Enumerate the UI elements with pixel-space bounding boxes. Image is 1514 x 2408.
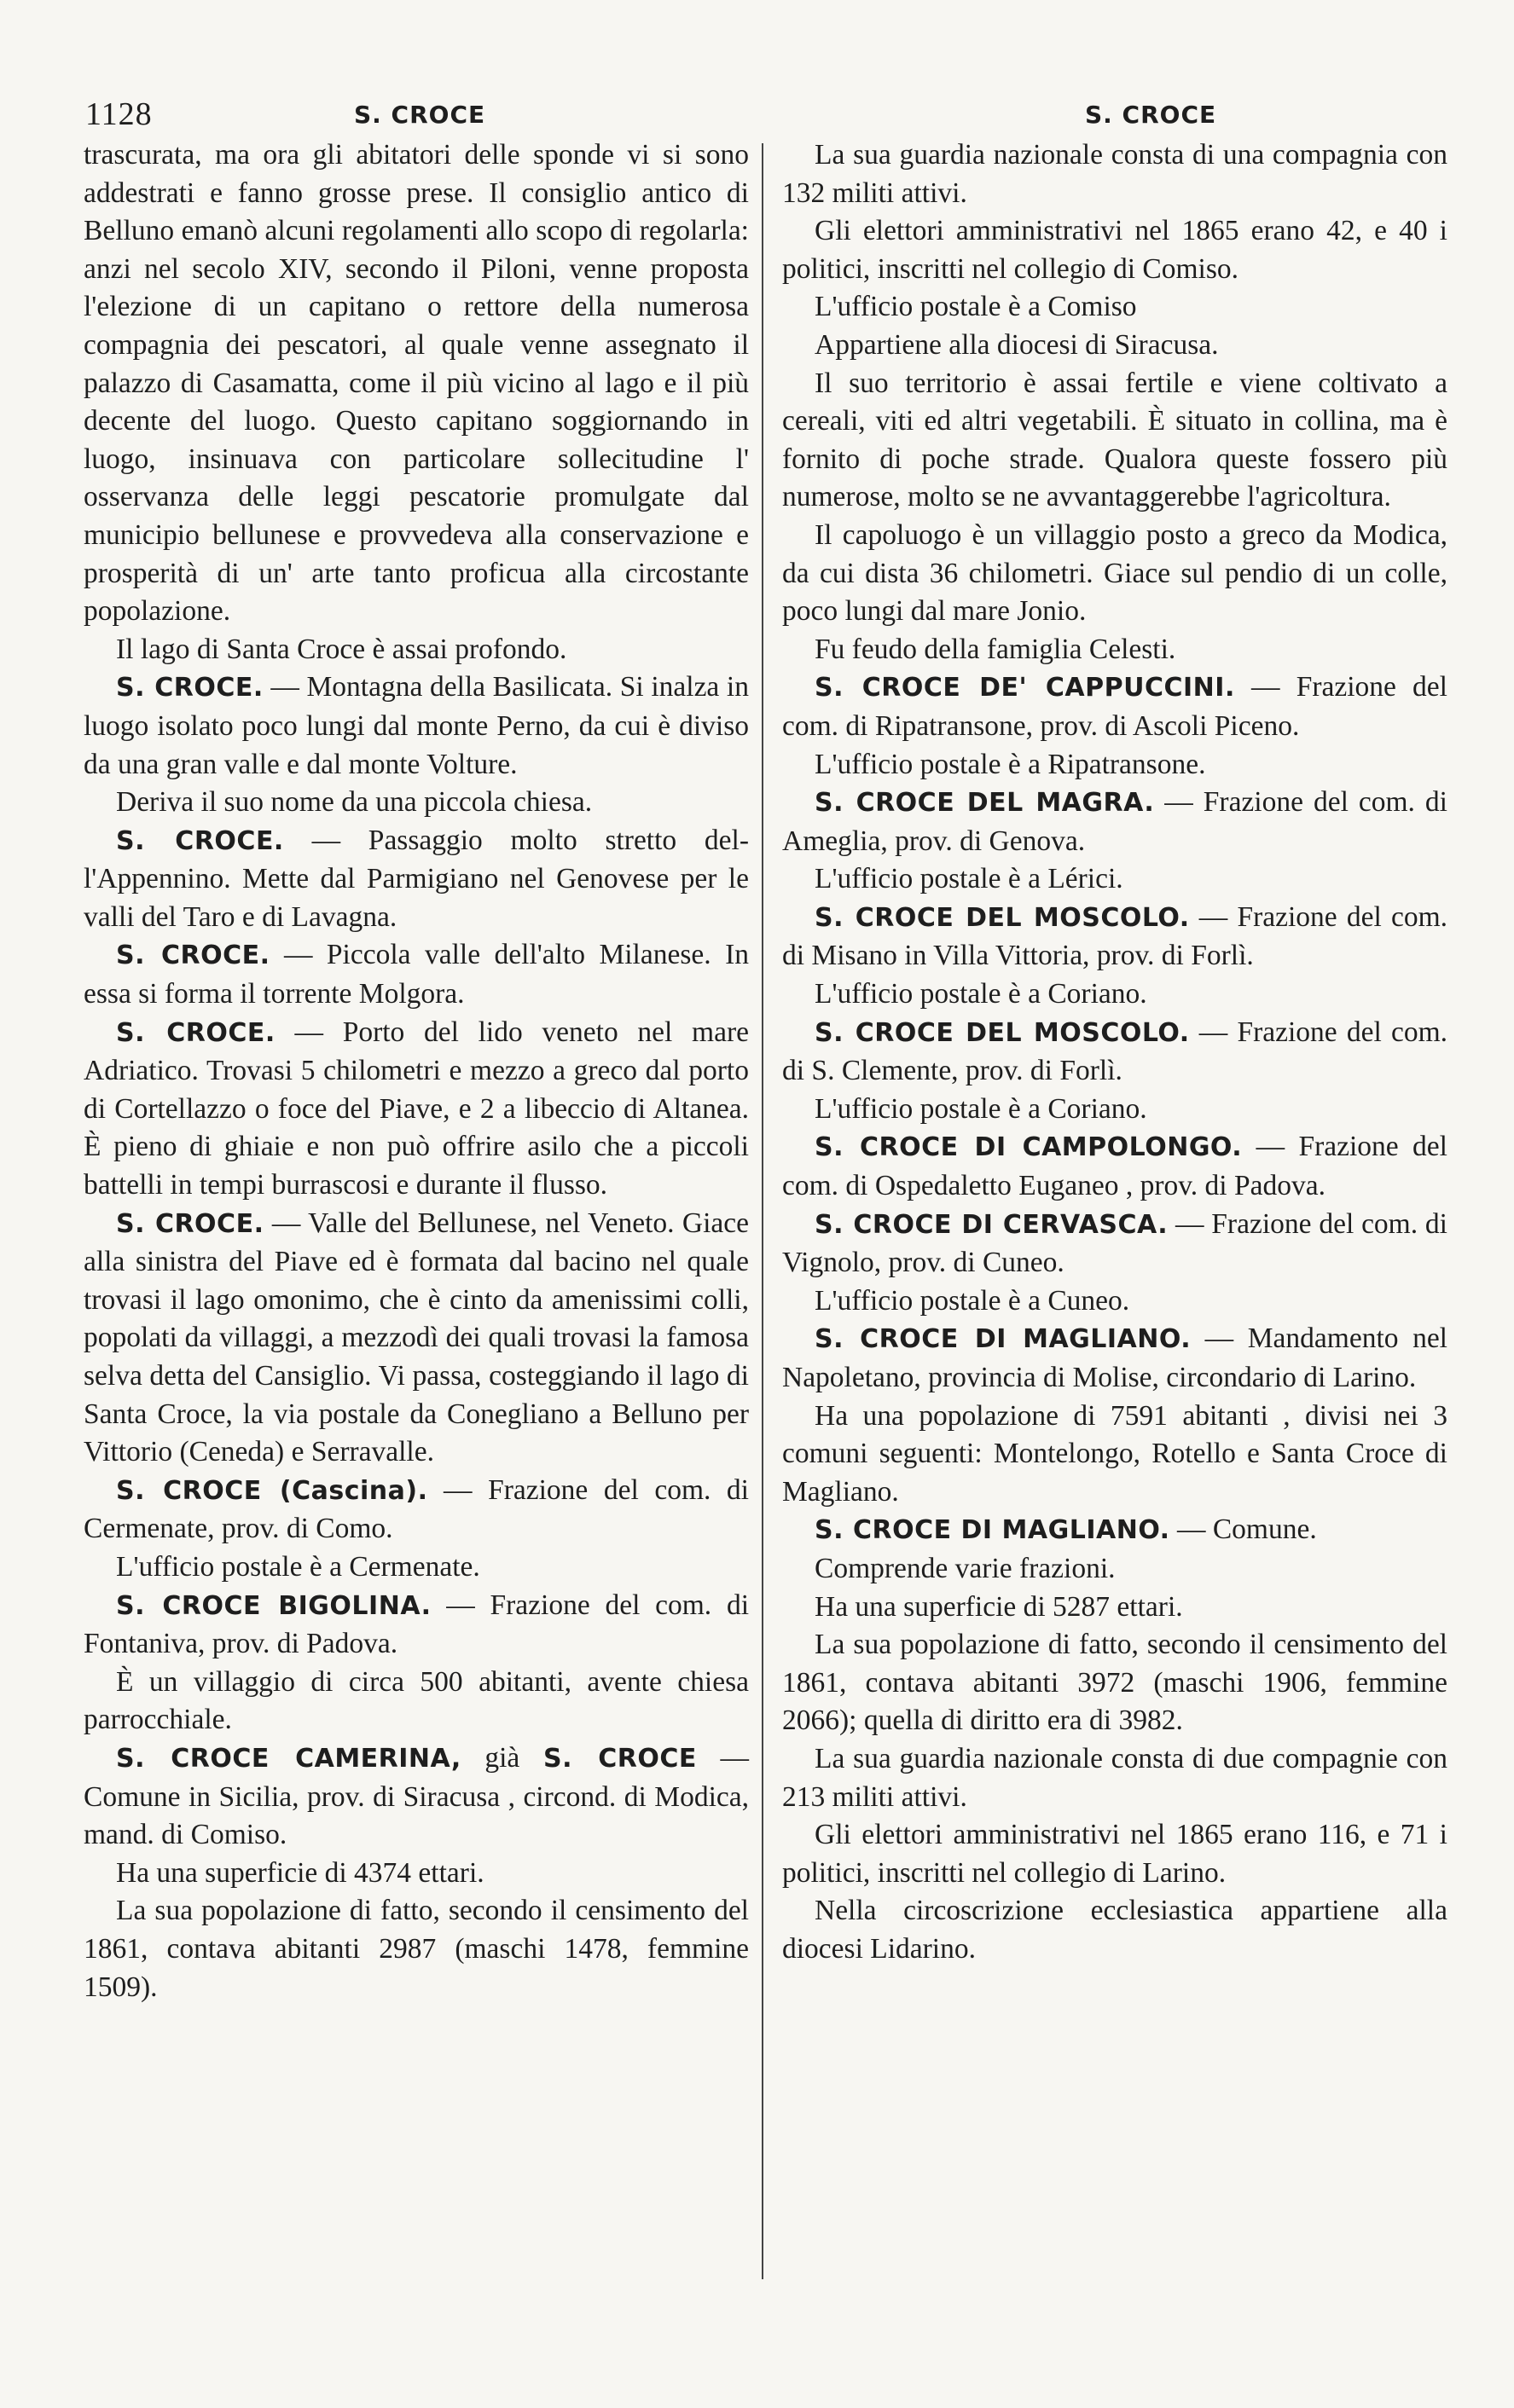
paragraph: Comprende varie frazioni. (815, 1552, 1116, 1584)
entry-text: — Frazione del com. di Vignolo, prov. di Cuneo. (782, 1207, 1447, 1279)
entry-text: — Frazione del com. di Ospedaletto Euganeo , prov. di Padova. (782, 1131, 1447, 1202)
paragraph: Il lago di Santa Croce è assai profondo. (116, 633, 567, 665)
paragraph: L'ufficio postale è a Cermenate. (116, 1550, 480, 1583)
entry (782, 1206, 1447, 1282)
entry (84, 669, 749, 784)
entry-text: — Frazione del com. di Misano in Villa Vittoria, prov. di Forlì. (782, 900, 1447, 972)
paragraph: La sua guardia nazionale consta di due compagnie con 213 militi attivi. (782, 1742, 1447, 1813)
entry-text: — Piccola valle dell'alto Milanese. In essa si forma il torrente Molgora. (84, 939, 749, 1010)
entry (84, 936, 749, 1013)
entry-headword: S. CROCE BIGOLINA. (116, 1590, 432, 1621)
entry (782, 1320, 1447, 1397)
paragraph: La sua popolazione di fatto, secondo il censimento del 1861, contava abitanti 2987 (maschi 1478, femmine 1509). (84, 1895, 749, 2003)
paragraph: L'ufficio postale è a Coriano. (815, 1092, 1147, 1125)
entry-headword: S. CROCE DI MAGLIANO. (815, 1324, 1192, 1355)
entry-headword: S. CROCE. (116, 1208, 264, 1239)
column-divider (762, 143, 763, 2279)
right-column (782, 136, 1447, 1969)
entry (782, 669, 1447, 745)
entry-text: — Frazione del com. di Fontaniva, prov. di Padova. (84, 1589, 749, 1660)
paragraph: Ha una superficie di 5287 ettari. (815, 1590, 1183, 1623)
right-running-head: S. CROCE (1085, 101, 1217, 129)
entry (84, 1014, 749, 1205)
entry-headword: S. CROCE DEL MOSCOLO. (815, 902, 1190, 933)
entry-text: — Passaggio molto stretto del-l'Appennino. Mette dal Parmigiano nel Genovese per le valli del Taro e di Lavagna. (84, 824, 749, 933)
left-column (84, 136, 749, 2006)
paragraph: Gli elettori amministrativi nel 1865 erano 116, e 71 i politici, inscritti nel collegio di Larino. (782, 1819, 1447, 1889)
paragraph: L'ufficio postale è a Ripatransone. (815, 748, 1206, 780)
paragraph: Il capoluogo è un villaggio posto a greco da Modica, da cui dista 36 chilometri. Giace sul pendio di un colle, poco lungi dal mare Jonio. (782, 518, 1447, 628)
entry-text: — Frazione del com. di Ripatransone, prov. di Ascoli Piceno. (782, 671, 1447, 742)
page-number: 1128 (85, 96, 153, 132)
paragraph: L'ufficio postale è a Coriano. (815, 978, 1147, 1010)
paragraph: Deriva il suo nome da una piccola chiesa. (116, 786, 593, 819)
entry (782, 1511, 1447, 1550)
entry-text: — Comune. (1169, 1514, 1317, 1546)
paragraph: La sua popolazione di fatto, secondo il censimento del 1861, contava abitanti 3972 (maschi 1906, femmine 2066); quella di diritto era di 3982. (782, 1629, 1447, 1737)
entry-headword: S. CROCE DEL MOSCOLO. (815, 1017, 1190, 1048)
paragraph: Fu feudo della famiglia Celesti. (815, 633, 1176, 665)
entry-text: — Frazione del com. di S. Clemente, prov. di Forlì. (782, 1016, 1447, 1087)
paragraph: La sua guardia nazionale consta di una compagnia con 132 militi attivi. (782, 139, 1447, 209)
entry-text: — Frazione del com. di Ameglia, prov. di Genova. (782, 786, 1447, 857)
paragraph: L'ufficio postale è a Cuneo. (815, 1284, 1130, 1317)
entry (84, 1472, 749, 1548)
paragraph: L'ufficio postale è a Comiso (815, 291, 1137, 323)
paragraph: Appartiene alla diocesi di Siracusa. (815, 328, 1219, 361)
entry-headword: S. CROCE. (116, 825, 284, 856)
entry-text: — Comune in Sicilia, prov. di Siracusa , circond. di Modica, mand. di Comiso. (84, 1741, 750, 1851)
entry (84, 822, 749, 937)
entry-headword: S. CROCE DE' CAPPUCCINI. (815, 673, 1235, 703)
paragraph: Gli elettori amministrativi nel 1865 erano 42, e 40 i politici, inscritti nel collegio di Comiso. (782, 215, 1447, 285)
entry (84, 1739, 749, 1855)
entry-headword: S. CROCE. (116, 673, 264, 703)
entry-text: — Valle del Bellunese, nel Veneto. Giace alla sinistra del Piave ed è formata dal bacino nel quale trovasi il lago omonimo, che è cinto da amenissimi colli, popolati da villaggi, a mezzodì dei quali trovasi la famosa selva detta del Cansiglio. Vi passa, costeggiando il lago di Santa Croce, la via postale da Conegliano a Belluno per Vittorio (Ceneda) e Serravalle. (84, 1207, 749, 1468)
entry (782, 784, 1447, 860)
entry-text: — Frazione del com. di Cermenate, prov. di Como. (84, 1473, 749, 1545)
entry-text: — Montagna della Basilicata. Si inalza in luogo isolato poco lungi dal monte Perno, da cui è diviso da una gran valle e dal monte Volture. (84, 671, 749, 780)
entry (84, 1587, 749, 1664)
paragraph: trascurata, ma ora gli abitatori delle sponde vi si sono addestrati e fanno grosse prese. Il consiglio antico di Belluno emanò alcuni regolamenti allo scopo di regolarla: anzi nel secolo XIV, secondo il Piloni, venne proposta l'elezione di un capitano o rettore della numerosa compagnia dei pescatori, al quale venne assegnato il palazzo di Casamatta, come il più vicino al lago e il più decente del luogo. Questo capitano soggiornando in luogo, insinuava con particolare sollecitudine l' osservanza delle leggi pescatorie promulgate dal municipio bellunese e provvedeva alla conservazione e prosperità di un' arte tanto proficua alla circostante popolazione. (84, 139, 749, 628)
paragraph: Il suo territorio è assai fertile e viene coltivato a cereali, viti ed altri vegetabili. È situato in collina, ma è fornito di poche strade. Qualora queste fossero più numerose, molto se ne avvantaggerebbe l'agricoltura. (782, 367, 1447, 513)
entry (782, 1014, 1447, 1091)
entry-text: — Porto del lido veneto nel mare Adriatico. Trovasi 5 chilometri e mezzo a greco dal porto di Cortellazzo o foce del Piave, e 2 a libeccio di Altanea. È pieno di ghiaie e non può offrire asilo che a piccoli battelli in tempi burrascosi e durante il flusso. (84, 1016, 749, 1201)
entry-headword: S. CROCE DI CAMPOLONGO. (815, 1132, 1243, 1163)
entry-headword: S. CROCE DEL MAGRA. (815, 788, 1155, 819)
entry-headword: S. CROCE CAMERINA, (116, 1743, 461, 1774)
entry-headword: S. CROCE DI CERVASCA. (815, 1209, 1169, 1240)
entry (84, 1205, 749, 1472)
entry-headword: S. CROCE. (116, 941, 270, 971)
entry-headword: S. CROCE (Cascina). (116, 1475, 428, 1506)
paragraph: L'ufficio postale è a Lérici. (815, 863, 1123, 895)
entry (782, 899, 1447, 975)
entry-text: già (461, 1741, 543, 1774)
entry-headword: S. CROCE. (116, 1017, 276, 1048)
entry-headword: S. CROCE DI MAGLIANO. (815, 1515, 1170, 1546)
left-running-head: S. CROCE (354, 101, 486, 129)
entry-text: — Mandamento nel Napoletano, provincia di Molise, circondario di Larino. (782, 1323, 1447, 1393)
paragraph: Nella circoscrizione ecclesiastica appartiene alla diocesi Lidarino. (782, 1895, 1447, 1965)
entry (782, 1128, 1447, 1205)
entry-headword: S. CROCE (542, 1743, 697, 1774)
paragraph: È un villaggio di circa 500 abitanti, avente chiesa parrocchiale. (84, 1665, 749, 1736)
paragraph: Ha una popolazione di 7591 abitanti , divisi nei 3 comuni seguenti: Montelongo, Rotello e Santa Croce di Magliano. (782, 1399, 1447, 1508)
paragraph: Ha una superficie di 4374 ettari. (116, 1856, 484, 1889)
